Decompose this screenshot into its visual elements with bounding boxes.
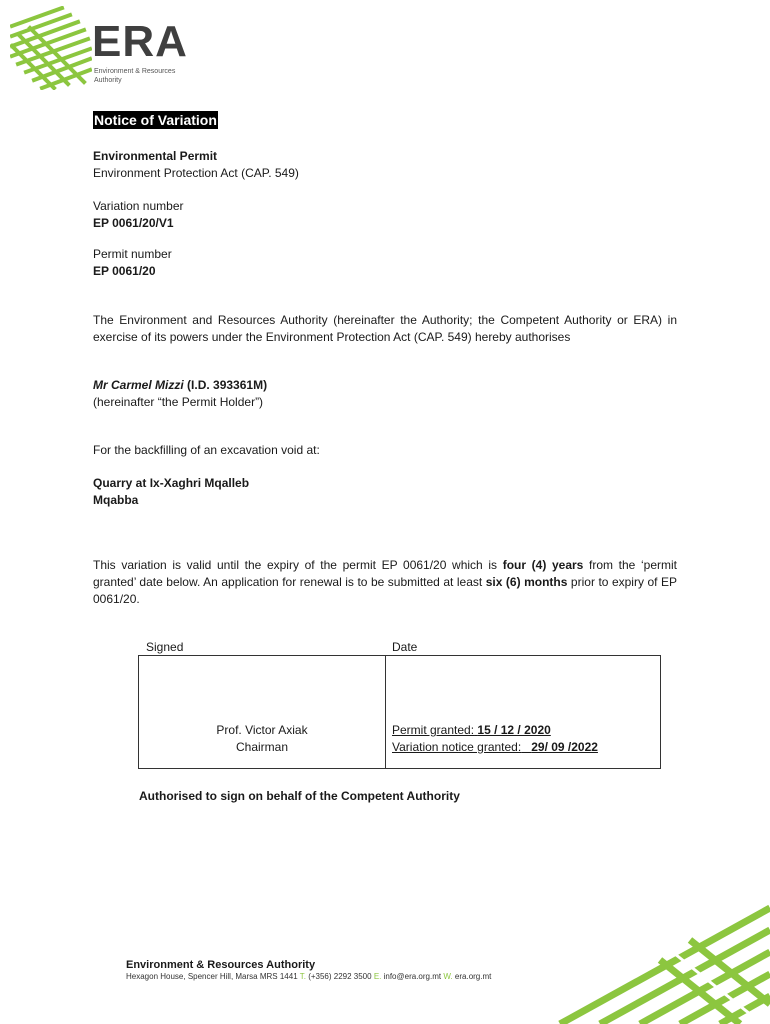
signed-header: Signed: [146, 640, 184, 654]
footer-address: Hexagon House, Spencer Hill, Marsa MRS 1441: [126, 972, 298, 981]
footer-contact: [126, 972, 491, 982]
variation-number: EP 0061/20/V1: [93, 216, 174, 230]
signatory-role: Chairman: [235, 740, 289, 754]
variation-block: [93, 198, 184, 232]
footer-stripes-icon: [540, 890, 770, 1024]
table-divider: [385, 656, 386, 768]
holder-name: Mr Carmel Mizzi: [93, 378, 184, 392]
site-line1: Quarry at Ix-Xaghri Mqalleb: [93, 476, 250, 490]
intro-paragraph: The Environment and Resources Authority (hereinafter the Authority; the Competent Authority or ERA) in exercise of its powers under the Environment Protection Act (CAP. 549) hereby authorises: [93, 313, 677, 344]
footer-phone: (+356) 2292 3500: [308, 972, 372, 981]
permit-granted-row: [392, 722, 598, 739]
permit-holder: [93, 377, 267, 411]
validity-duration: four (4) years: [502, 558, 584, 572]
permit-label: Permit number: [93, 247, 172, 261]
permit-type: Environmental Permit: [93, 149, 218, 163]
variation-label: Variation number: [93, 199, 184, 213]
logo-wordmark: ERA: [92, 17, 188, 66]
web-letter: W.: [443, 972, 453, 981]
era-logo-mark-icon: [10, 6, 92, 90]
site-address: [93, 475, 249, 509]
holder-alias: (hereinafter “the Permit Holder”): [93, 395, 264, 409]
renewal-period: six (6) months: [485, 575, 568, 589]
purpose-text: For the backfilling of an excavation void at:: [93, 443, 320, 457]
dates-cell: [392, 722, 598, 756]
document-title: Notice of Variation: [94, 112, 217, 128]
authorisation-note: Authorised to sign on behalf of the Competent Authority: [139, 789, 460, 803]
footer-email: info@era.org.mt: [383, 972, 442, 981]
validity-paragraph: [93, 557, 677, 608]
permit-heading: [93, 148, 299, 182]
permit-granted-date: 15 / 12 / 2020: [477, 723, 551, 737]
phone-letter: T.: [299, 972, 306, 981]
signatory: [139, 722, 385, 756]
validity-text-2: from the ‘permit granted’ date below. An application for renewal is to be submitted at least: [93, 558, 677, 589]
permit-block: [93, 246, 172, 280]
logo-subtitle-line2: Authority: [94, 77, 122, 84]
site-line2: Mqabba: [93, 493, 139, 507]
permit-act: Environment Protection Act (CAP. 549): [93, 166, 299, 180]
logo-subtitle-line1: Environment & Resources: [94, 68, 176, 75]
permit-number: EP 0061/20: [93, 264, 156, 278]
signature-table: [138, 655, 661, 769]
footer-web: era.org.mt: [454, 972, 492, 981]
holder-id: (I.D. 393361M): [187, 378, 268, 392]
variation-granted-date: 29/ 09 /2022: [531, 740, 598, 754]
era-logo: [10, 6, 200, 90]
validity-text-3: prior to expiry of EP 0061/20.: [93, 575, 677, 606]
footer-org-name: Environment & Resources Authority: [126, 959, 316, 971]
signatory-name: Prof. Victor Axiak: [216, 723, 308, 737]
date-header: Date: [392, 640, 418, 654]
permit-granted-label: Permit granted:: [392, 723, 475, 737]
variation-granted-label: Variation notice granted:: [392, 740, 522, 754]
validity-text-1: This variation is valid until the expiry of the permit EP 0061/20 which is: [93, 558, 503, 572]
variation-granted-row: [392, 739, 598, 756]
email-letter: E.: [373, 972, 382, 981]
